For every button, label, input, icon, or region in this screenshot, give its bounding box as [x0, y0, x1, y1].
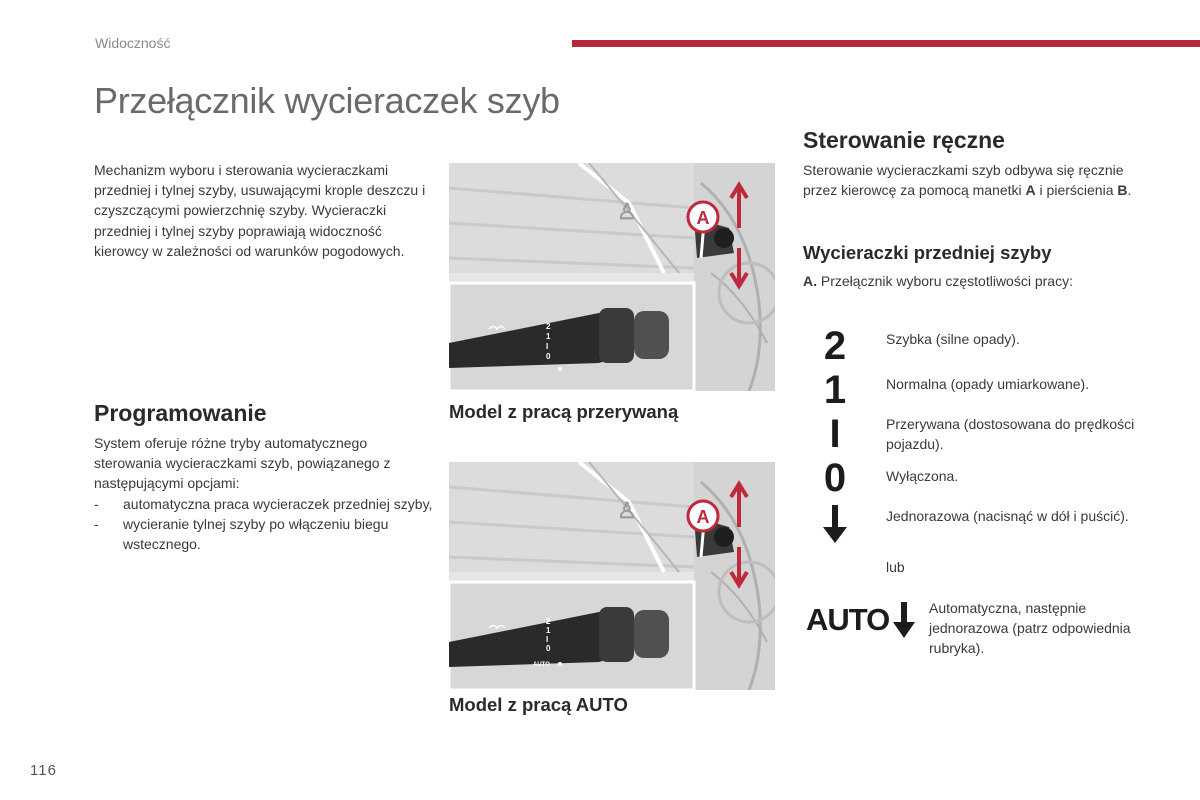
programming-option	[94, 494, 434, 514]
programming-heading: Programowanie	[94, 400, 267, 426]
down-arrow-icon	[822, 505, 848, 545]
front-label-bold: A.	[803, 273, 817, 289]
svg-text:1: 1	[546, 332, 551, 341]
svg-text:2: 2	[546, 617, 551, 626]
svg-text:2: 2	[546, 322, 551, 331]
manual-bold-b: B	[1117, 182, 1128, 199]
manual-paragraph	[803, 160, 1133, 200]
front-wipers-label	[803, 271, 1133, 291]
manual-text-end: .	[1127, 182, 1132, 199]
manual-heading: Sterowanie ręczne	[803, 127, 1005, 153]
svg-text:I: I	[546, 342, 549, 351]
figure-caption-intermittent: Model z pracą przerywaną	[449, 401, 679, 422]
mode-desc-single: Jednorazowa (nacisnąć w dół i puścić).	[886, 508, 1129, 524]
programming-paragraph: System oferuje różne tryby automatycznego sterowania wycieraczkami szyb, powiązanego z następującymi opcjami:	[94, 435, 391, 492]
programming-option	[94, 514, 434, 554]
front-wipers-heading: Wycieraczki przedniej szyby	[803, 242, 1052, 263]
intro-paragraph: Mechanizm wyboru i sterowania wycieraczkami przedniej i tylnej szyby, usuwającymi krople deszczu i czyszczącymi powierzchnię szyby. Wycieraczki przedniej i tylnej szyby poprawiają widoczność kierowcy w zależności od warunków pogodowych.	[94, 162, 426, 259]
option-dash: -	[94, 495, 99, 512]
auto-desc: Automatyczna, następnie jednorazowa (patrz odpowiednia rubryka).	[929, 600, 1131, 657]
figure-illustration	[449, 163, 775, 391]
svg-text:AUTO: AUTO	[533, 662, 550, 668]
svg-text:1: 1	[546, 626, 551, 635]
svg-text:A: A	[696, 208, 710, 228]
wiper-stalk-figure-intermittent	[449, 163, 775, 391]
mode-symbol-1: 1	[823, 368, 847, 412]
svg-text:♙: ♙	[617, 199, 637, 224]
mode-symbol-I: I	[829, 412, 841, 456]
or-text: lub	[886, 559, 905, 575]
mode-symbol-0: 0	[823, 456, 847, 500]
section-header: Widoczność	[95, 35, 171, 51]
svg-text:I: I	[546, 635, 549, 644]
mode-desc-off: Wyłączona.	[886, 468, 959, 484]
programming-section	[94, 433, 434, 554]
figure-caption-auto: Model z pracą AUTO	[449, 694, 628, 715]
figure-illustration	[449, 462, 775, 690]
page-title: Przełącznik wycieraczek szyb	[94, 80, 560, 121]
svg-text:0: 0	[546, 352, 551, 361]
auto-symbol: AUTO	[806, 602, 890, 637]
page-number: 116	[30, 762, 57, 779]
mode-desc-fast: Szybka (silne opady).	[886, 331, 1020, 347]
svg-text:A: A	[696, 507, 710, 527]
option-text: wycieranie tylnej szyby po włączeniu biegu wstecznego.	[123, 515, 389, 553]
option-text: automatyczna praca wycieraczek przedniej szyby,	[123, 495, 433, 512]
header-accent-bar	[572, 40, 1200, 47]
manual-text-mid: i pierścienia	[1035, 182, 1118, 199]
option-dash: -	[94, 515, 99, 532]
mode-desc-normal: Normalna (opady umiarkowane).	[886, 376, 1090, 392]
wiper-stalk-figure-auto	[449, 462, 775, 690]
svg-text:♙: ♙	[617, 498, 637, 523]
svg-text:0: 0	[546, 644, 551, 653]
mode-symbol-2: 2	[823, 324, 847, 368]
manual-bold-a: A	[1025, 182, 1036, 199]
auto-down-arrow-icon	[892, 602, 916, 640]
front-label-text: Przełącznik wyboru częstotliwości pracy:	[817, 273, 1073, 289]
mode-desc-intermittent: Przerywana (dostosowana do prędkości pojazdu).	[886, 416, 1135, 453]
manual-text-before: Sterowanie wycieraczkami szyb odbywa się ręcznie przez kierowcę za pomocą manetki	[803, 162, 1124, 199]
